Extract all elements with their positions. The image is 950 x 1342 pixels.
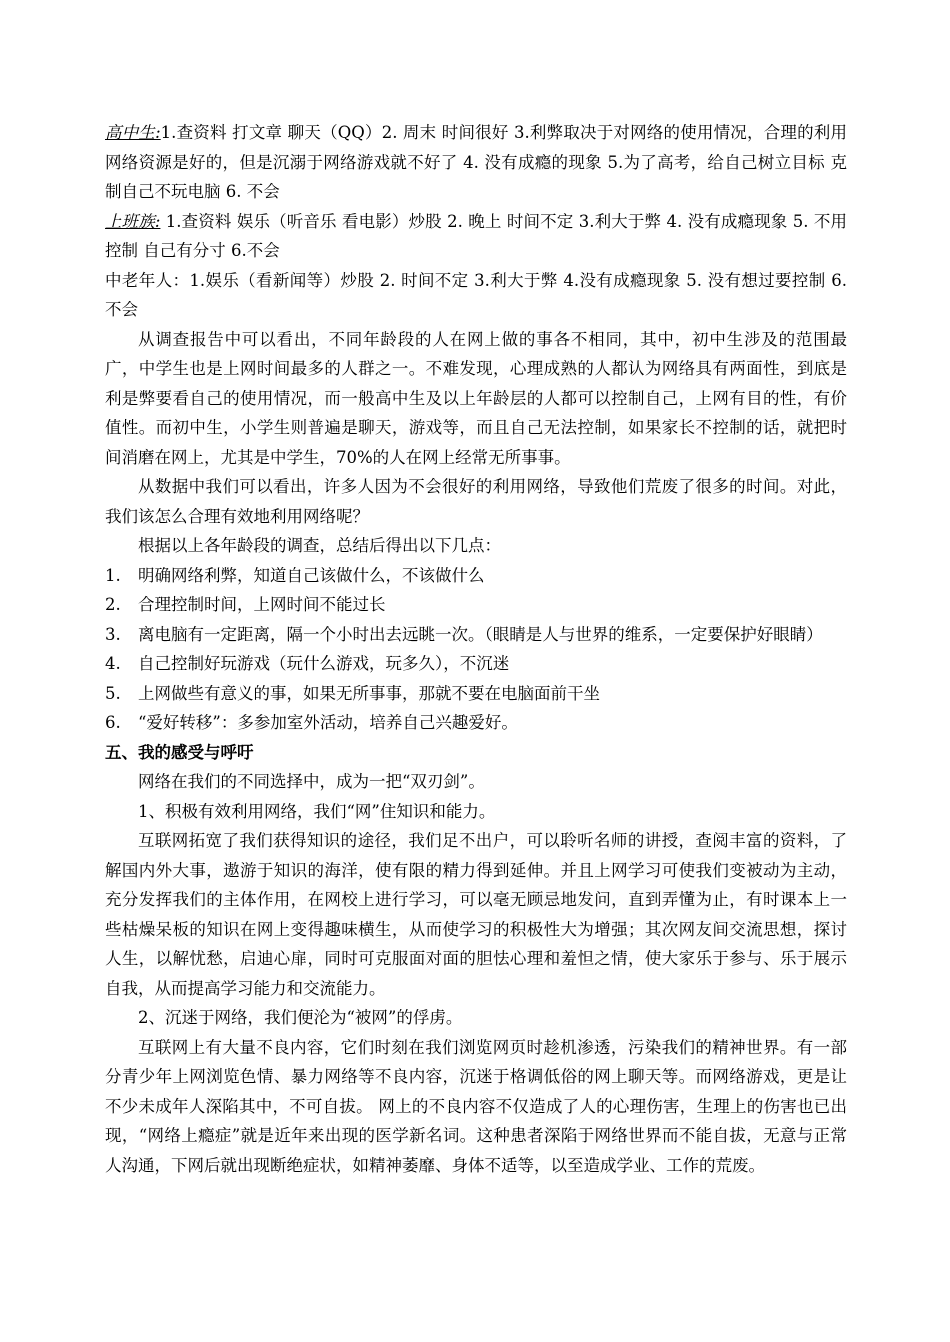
list-item-text: 明确网络利弊，知道自己该做什么，不该做什么 xyxy=(138,565,485,585)
body-paragraph: 网络在我们的不同选择中，成为一把“双刃剑”。 xyxy=(138,772,485,791)
group-label: 高中生: xyxy=(105,123,161,142)
list-item xyxy=(105,561,847,591)
list-item-text: 离电脑有一定距离，隔一个小时出去远眺一次。（眼睛是人与世界的维系，一定要保护好眼睛） xyxy=(138,624,823,644)
section-heading: 五、我的感受与呼吁 xyxy=(105,742,254,762)
list-item xyxy=(105,708,847,738)
list-item-number: 4. xyxy=(105,654,121,673)
group-text: 1.查资料 打文章 聊天（QQ）2. 周末 时间很好 3.利弊取决于对网络的使用情况，合理的利用网络资源是好的，但是沉溺于网络游戏就不好了 4. 没有成瘾的现象 5.为了高考，给自己树立目标 克制自己不玩电脑 6. 不会 xyxy=(105,123,847,201)
group-middle-aged-elderly xyxy=(105,266,847,325)
analysis-paragraph: 从调查报告中可以看出，不同年龄段的人在网上做的事各不相同，其中，初中生涉及的范围最广，中学生也是上网时间最多的人群之一。不难发现，心理成熟的人都认为网络具有两面性，到底是利是弊要看自己的使用情况，而一般高中生及以上年龄层的人都可以控制自己，上网有目的性，有价值性。而初中生，小学生则普遍是聊天，游戏等，而且自己无法控制，如果家长不控制的话，就把时间消磨在网上，尤其是中学生，70%的人在网上经常无所事事。 xyxy=(105,329,847,467)
group-label: 中老年人： xyxy=(105,270,190,290)
list-item-text: “爱好转移”：多参加室外活动，培养自己兴趣爱好。 xyxy=(138,713,518,732)
list-item-number: 2. xyxy=(105,595,121,614)
group-senior-high xyxy=(105,118,847,207)
list-item xyxy=(105,620,847,650)
group-label: 上班族: xyxy=(105,211,161,231)
list-item-text: 上网做些有意义的事，如果无所事事，那就不要在电脑面前干坐 xyxy=(138,683,600,703)
list-item-number: 6. xyxy=(105,713,121,732)
analysis-paragraph: 从数据中我们可以看出，许多人因为不会很好的利用网络，导致他们荒废了很多的时间。对此，我们该怎么合理有效地利用网络呢？ xyxy=(105,477,847,526)
group-text: 1.查资料 娱乐（听音乐 看电影）炒股 2. 晚上 时间不定 3.利大于弊 4. 没有成瘾现象 5. 不用控制 自己有分寸 6.不会 xyxy=(105,211,847,260)
group-text: 1.娱乐（看新闻等）炒股 2. 时间不定 3.利大于弊 4.没有成瘾现象 5. 没有想过要控制 6. 不会 xyxy=(105,270,848,319)
list-item xyxy=(105,590,847,620)
list-item xyxy=(105,649,847,679)
group-office-workers xyxy=(105,207,847,266)
document-page xyxy=(105,118,847,1180)
list-item-text: 自己控制好玩游戏（玩什么游戏，玩多久），不沉迷 xyxy=(138,654,510,673)
list-item-number: 3. xyxy=(105,624,121,644)
body-paragraph: 互联网上有大量不良内容，它们时刻在我们浏览网页时趁机渗透，污染我们的精神世界。有一部分青少年上网浏览色情、暴力网络等不良内容，沉迷于格调低俗的网上聊天等。而网络游戏，更是让不少未成年人深陷其中，不可自拔。 网上的不良内容不仅造成了人的心理伤害，生理上的伤害也已出现，“网络上瘾症”就是近年来出现的医学新名词。这种患者深陷于网络世界而不能自拔，无意与正常人沟通，下网后就出现断绝症状，如精神萎靡、身体不适等，以至造成学业、工作的荒废。 xyxy=(105,1037,847,1175)
tips-list xyxy=(105,561,847,738)
list-item-number: 5. xyxy=(105,683,121,703)
subheading-paragraph: 1、积极有效利用网络，我们“网”住知识和能力。 xyxy=(138,801,496,821)
analysis-paragraph: 根据以上各年龄段的调查，总结后得出以下几点： xyxy=(138,536,501,555)
body-paragraph: 互联网拓宽了我们获得知识的途径，我们足不出户，可以聆听名师的讲授，查阅丰富的资料，了解国内外大事，遨游于知识的海洋，使有限的精力得到延伸。并且上网学习可使我们变被动为主动，充分发挥我们的主体作用，在网校上进行学习，可以毫无顾忌地发问，直到弄懂为止，有时课本上一些枯燥呆板的知识在网上变得趣味横生，从而使学习的积极性大为增强；其次网友间交流思想，探讨人生，以解忧愁，启迪心扉，同时可克服面对面的胆怯心理和羞怛之情，使大家乐于参与、乐于展示自我，从而提高学习能力和交流能力。 xyxy=(105,831,847,998)
list-item-number: 1. xyxy=(105,565,121,585)
subheading-paragraph: 2、沉迷于网络，我们便沦为“被网”的俘虏。 xyxy=(138,1008,463,1027)
list-item-text: 合理控制时间，上网时间不能过长 xyxy=(138,595,386,614)
list-item xyxy=(105,679,847,709)
